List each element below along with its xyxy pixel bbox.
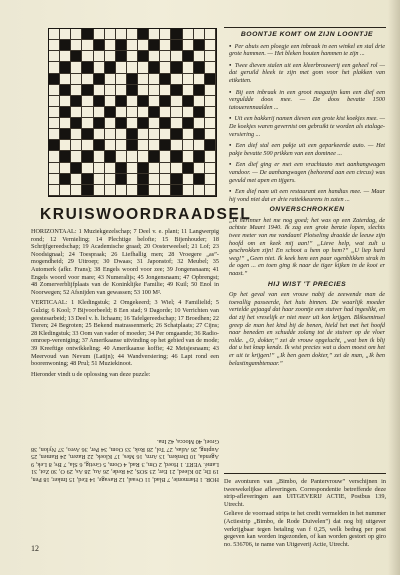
crossword-black-cell	[138, 174, 149, 185]
crossword-black-cell	[160, 96, 171, 107]
anecdote-item: ● Twee dieven stalen uit een kleerbrouwerij een geheel rol — dat geruild bleek te zijn met gom voor het plakken van etiketten.	[229, 61, 385, 85]
crossword-white-cell	[149, 129, 160, 140]
crossword-black-cell	[171, 62, 182, 73]
crossword-white-cell	[183, 174, 194, 185]
crossword-white-cell	[60, 29, 71, 40]
clues-column	[31, 228, 219, 381]
crossword-white-cell	[205, 107, 216, 118]
crossword-black-cell	[82, 62, 93, 73]
crossword-white-cell	[149, 163, 160, 174]
crossword-white-cell	[105, 163, 116, 174]
crossword-white-cell	[105, 74, 116, 85]
crossword-white-cell	[149, 29, 160, 40]
crossword-black-cell	[205, 74, 216, 85]
crossword-white-cell	[71, 62, 82, 73]
crossword-white-cell	[60, 51, 71, 62]
crossword-white-cell	[138, 151, 149, 162]
crossword-white-cell	[183, 140, 194, 151]
crossword-white-cell	[205, 62, 216, 73]
anecdote-item: ● Een dief nam uit een restaurant een handtas mee. — Maar hij vond niet dat er drie rattekkeurens in zaten ...	[229, 187, 385, 203]
crossword-white-cell	[82, 40, 93, 51]
crossword-black-cell	[71, 51, 82, 62]
crossword-black-cell	[94, 140, 105, 151]
crossword-white-cell	[71, 151, 82, 162]
crossword-white-cell	[105, 51, 116, 62]
crossword-white-cell	[82, 107, 93, 118]
crossword-white-cell	[149, 174, 160, 185]
crossword-white-cell	[94, 163, 105, 174]
crossword-black-cell	[194, 151, 205, 162]
crossword-white-cell	[105, 129, 116, 140]
crossword-white-cell	[171, 107, 182, 118]
crossword-white-cell	[194, 118, 205, 129]
crossword-white-cell	[171, 74, 182, 85]
crossword-white-cell	[171, 140, 182, 151]
crossword-black-cell	[160, 118, 171, 129]
anecdote-item: ● Een dief ging er met een vrachtauto met aanhangwagen vandoor. — De aanhangwagen (behorend aan een circus) was gevuld met apen en tijgers.	[229, 160, 385, 184]
crossword-black-cell	[94, 96, 105, 107]
crossword-black-cell	[71, 96, 82, 107]
crossword-white-cell	[183, 74, 194, 85]
crossword-black-cell	[138, 185, 149, 196]
crossword-white-cell	[127, 51, 138, 62]
crossword-black-cell	[194, 62, 205, 73]
crossword-white-cell	[71, 74, 82, 85]
crossword-white-cell	[60, 96, 71, 107]
crossword-white-cell	[116, 62, 127, 73]
crossword-white-cell	[194, 29, 205, 40]
crossword-black-cell	[94, 118, 105, 129]
crossword-black-cell	[171, 40, 182, 51]
crossword-white-cell	[105, 140, 116, 151]
crossword-white-cell	[160, 185, 171, 196]
crossword-grid	[48, 28, 217, 197]
crossword-white-cell	[183, 185, 194, 196]
crossword-white-cell	[49, 62, 60, 73]
crossword-black-cell	[71, 163, 82, 174]
crossword-white-cell	[49, 151, 60, 162]
crossword-white-cell	[127, 40, 138, 51]
crossword-white-cell	[149, 140, 160, 151]
crossword-black-cell	[82, 129, 93, 140]
crossword-white-cell	[171, 96, 182, 107]
crossword-black-cell	[149, 62, 160, 73]
crossword-white-cell	[71, 107, 82, 118]
crossword-white-cell	[49, 163, 60, 174]
publisher-notice	[224, 473, 386, 550]
crossword-white-cell	[94, 85, 105, 96]
crossword-white-cell	[194, 74, 205, 85]
crossword-black-cell	[49, 140, 60, 151]
crossword-white-cell	[205, 151, 216, 162]
crossword-white-cell	[205, 29, 216, 40]
story-onverschrokken: „Ik herinner het me nog goed; het was op een Zaterdag, de achtste Maart 1940. Ik zag een grote benzie lopen, slechts twee meter van me vandaan! Plotseling draaide de leeuw zijn hoofd om en keek mij aan!” „Lieve help, wat zult u geschrokken zijn! En schoot u hem op hem?” „U liep hard weg!” „Geen niet. Ik keek hem een paar ogenblikken strak in de ogen ... en toen ging ik naar de tiger kijken in de kooi er naast.”	[229, 216, 385, 278]
crossword-white-cell	[116, 140, 127, 151]
crossword-white-cell	[105, 40, 116, 51]
crossword-black-cell	[171, 29, 182, 40]
crossword-white-cell	[105, 118, 116, 129]
crossword-white-cell	[138, 62, 149, 73]
crossword-white-cell	[116, 151, 127, 162]
crossword-white-cell	[94, 174, 105, 185]
crossword-white-cell	[138, 140, 149, 151]
anecdote-item: ● Per abuis een ploegje een inbraak in een winkel en stal drie grote hammen. — Het bleken houten hammen te zijn ...	[229, 42, 385, 58]
crossword-white-cell	[116, 129, 127, 140]
crossword-black-cell	[183, 96, 194, 107]
crossword-white-cell	[94, 51, 105, 62]
anecdotes-column	[229, 31, 385, 370]
crossword-white-cell	[149, 85, 160, 96]
crossword-white-cell	[49, 85, 60, 96]
heading-boontje: BOONTJE KOMT OM ZIJN LOONTJE	[240, 31, 374, 38]
crossword-white-cell	[49, 96, 60, 107]
crossword-black-cell	[49, 74, 60, 85]
crossword-white-cell	[149, 118, 160, 129]
crossword-white-cell	[160, 129, 171, 140]
crossword-white-cell	[205, 129, 216, 140]
crossword-black-cell	[149, 40, 160, 51]
crossword-white-cell	[183, 129, 194, 140]
crossword-white-cell	[60, 140, 71, 151]
crossword-black-cell	[194, 129, 205, 140]
crossword-black-cell	[138, 29, 149, 40]
crossword-white-cell	[127, 118, 138, 129]
crossword-white-cell	[194, 96, 205, 107]
crossword-white-cell	[49, 107, 60, 118]
crossword-white-cell	[138, 74, 149, 85]
crossword-white-cell	[205, 96, 216, 107]
crossword-white-cell	[82, 96, 93, 107]
crossword-white-cell	[149, 96, 160, 107]
crossword-white-cell	[71, 129, 82, 140]
crossword-black-cell	[82, 85, 93, 96]
crossword-black-cell	[71, 118, 82, 129]
clues-vertical: VERTICAAL: 1 Kledingstuk; 2 Omgekeerd; 3 Wiel; 4 Familielid; 5 Gulzig; 6 Kool; 7 Bijvoorbeeld; 8 Een stad; 9 Dagorde; 10 Verrichten van geestesarbeid; 13 Deel v. h. lichaam; 16 Tafelgereedschap; 17 Broedhen; 22 Tieren; 24 Begroten; 25 Bekend matrassenmerk; 26 Schatplaats; 27 Cijns; 28 Kledingstuk; 33 Oom van vader of moeder; 34 Per omgaande; 36 Radio-omroep-vereniging; 37 Amerikaanse uitvinding op het gebied van de mode; 39 Kreeftige ontwikkeling; 40 Amerikaanse koffie; 42 Meisjesnaam; 43 Meervoud van Nevum (Latijn); 44 Wandversiering; 46 Lapt rond een boorenwoning; 48 Prul; 51 Muziekinoot.	[31, 299, 219, 368]
crossword-black-cell	[194, 107, 205, 118]
crossword-black-cell	[116, 51, 127, 62]
crossword-white-cell	[127, 96, 138, 107]
crossword-white-cell	[160, 29, 171, 40]
crossword-black-cell	[183, 51, 194, 62]
crossword-black-cell	[171, 174, 182, 185]
crossword-white-cell	[127, 163, 138, 174]
crossword-white-cell	[160, 40, 171, 51]
crossword-white-cell	[205, 174, 216, 185]
crossword-white-cell	[71, 140, 82, 151]
crossword-white-cell	[71, 174, 82, 185]
crossword-black-cell	[194, 85, 205, 96]
crossword-white-cell	[127, 174, 138, 185]
crossword-white-cell	[82, 163, 93, 174]
crossword-white-cell	[49, 51, 60, 62]
crossword-white-cell	[160, 151, 171, 162]
crossword-white-cell	[171, 51, 182, 62]
crossword-white-cell	[171, 118, 182, 129]
crossword-white-cell	[49, 174, 60, 185]
crossword-white-cell	[116, 85, 127, 96]
crossword-black-cell	[138, 96, 149, 107]
crossword-white-cell	[194, 185, 205, 196]
crossword-black-cell	[116, 118, 127, 129]
crossword-white-cell	[49, 185, 60, 196]
heading-onverschrokken: ONVERSCHROKKEN	[269, 206, 345, 214]
crossword-white-cell	[116, 29, 127, 40]
crossword-black-cell	[60, 85, 71, 96]
crossword-white-cell	[94, 185, 105, 196]
notice-paragraph-1: De avonturen van „Bimbo, de Pantervrouw” verschijnen in tweewekelijkse afleveringen. Correspondentie betreffende deze strip-afleveringen aan UITGEVERIJ ACTIE, Postbus 139, Utrecht.	[224, 478, 386, 508]
crossword-white-cell	[205, 85, 216, 96]
crossword-white-cell	[94, 62, 105, 73]
crossword-white-cell	[194, 140, 205, 151]
crossword-white-cell	[116, 185, 127, 196]
crossword-white-cell	[149, 51, 160, 62]
crossword-black-cell	[149, 107, 160, 118]
crossword-black-cell	[127, 140, 138, 151]
crossword-black-cell	[138, 118, 149, 129]
anecdote-list	[229, 42, 385, 204]
crossword-white-cell	[82, 118, 93, 129]
crossword-black-cell	[94, 74, 105, 85]
heading-precies: HIJ WIST 'T PRECIES	[267, 280, 347, 288]
crossword-white-cell	[149, 74, 160, 85]
crossword-black-cell	[127, 85, 138, 96]
crossword-black-cell	[82, 29, 93, 40]
crossword-black-cell	[116, 174, 127, 185]
crossword-white-cell	[60, 74, 71, 85]
crossword-black-cell	[149, 151, 160, 162]
crossword-black-cell	[160, 140, 171, 151]
crossword-white-cell	[160, 174, 171, 185]
crossword-black-cell	[60, 40, 71, 51]
crossword-black-cell	[82, 185, 93, 196]
crossword-black-cell	[183, 118, 194, 129]
crossword-black-cell	[138, 163, 149, 174]
crossword-white-cell	[183, 85, 194, 96]
crossword-black-cell	[105, 107, 116, 118]
crossword-black-cell	[105, 151, 116, 162]
crossword-white-cell	[94, 29, 105, 40]
crossword-white-cell	[60, 118, 71, 129]
crossword-white-cell	[71, 40, 82, 51]
crossword-white-cell	[160, 85, 171, 96]
crossword-white-cell	[94, 129, 105, 140]
crossword-white-cell	[205, 185, 216, 196]
crossword-black-cell	[127, 74, 138, 85]
crossword-white-cell	[127, 107, 138, 118]
crossword-black-cell	[171, 85, 182, 96]
crossword-white-cell	[194, 163, 205, 174]
crossword-white-cell	[82, 140, 93, 151]
page-number: 12	[31, 544, 39, 553]
crossword-white-cell	[49, 129, 60, 140]
crossword-white-cell	[160, 62, 171, 73]
crossword-white-cell	[127, 185, 138, 196]
crossword-white-cell	[127, 151, 138, 162]
crossword-white-cell	[205, 51, 216, 62]
crossword-white-cell	[160, 51, 171, 62]
solution-inverted: HOR. 1 Harmonie, 7 Blad, 11 Ovaal, 12 Ravage, 14 Eed, 15 Imker, 18 Pen, 19 Dr, 20 Kleed, 21 Eer, 23 SOS, 24 Rede, 26 Au, 28 As, 29 O, 30 Zot, 31 Lamé. VERT. 1 Hoed, 2 Om, 3 Rad, 4 Oom, 5 Gretig, 6 Sla, 7 Bv, 8 Lek, 9 Agenda, 10 Denken, 13 Arm, 16 Mes, 17 Kloek, 22 Razen, 24 Ramen, 25 Auping, 26 Atlas, 27 Tol, 28 Rok, 33 Oom, 34 Per, 36 Avro, 37 Nylon, 38 Groei, 40 Mocca, 42 Ina.	[31, 438, 219, 483]
crossword-white-cell	[116, 74, 127, 85]
crossword-white-cell	[105, 185, 116, 196]
crossword-white-cell	[127, 62, 138, 73]
crossword-black-cell	[183, 163, 194, 174]
crossword-white-cell	[71, 185, 82, 196]
crossword-black-cell	[60, 151, 71, 162]
crossword-white-cell	[60, 185, 71, 196]
crossword-white-cell	[94, 107, 105, 118]
crossword-white-cell	[105, 96, 116, 107]
crossword-white-cell	[71, 85, 82, 96]
crossword-white-cell	[138, 85, 149, 96]
crossword-white-cell	[105, 29, 116, 40]
crossword-black-cell	[60, 129, 71, 140]
crossword-black-cell	[138, 51, 149, 62]
crossword-white-cell	[183, 40, 194, 51]
crossword-white-cell	[149, 185, 160, 196]
anecdote-item: ● Bij een inbraak in een groot magazijn kam een dief een verguldde doos mee. — De doos bevatte 1500 tatouerennaalden ...	[229, 88, 385, 112]
anecdote-item: ● Een dief stal een pakje uit een geparkeerde auto. — Het pakje bevatte 500 prikken van een dominee ...	[229, 141, 385, 157]
crossword-white-cell	[49, 40, 60, 51]
crossword-white-cell	[82, 74, 93, 85]
crossword-white-cell	[138, 129, 149, 140]
crossword-black-cell	[171, 185, 182, 196]
crossword-white-cell	[49, 118, 60, 129]
crossword-white-cell	[116, 107, 127, 118]
crossword-black-cell	[82, 151, 93, 162]
crossword-white-cell	[205, 118, 216, 129]
crossword-black-cell	[60, 62, 71, 73]
crossword-black-cell	[205, 140, 216, 151]
crossword-black-cell	[60, 107, 71, 118]
crossword-white-cell	[160, 107, 171, 118]
crossword-white-cell	[71, 29, 82, 40]
crossword-black-cell	[127, 129, 138, 140]
crossword-title: KRUISWOORDRAADSEL	[40, 206, 252, 223]
crossword-black-cell	[116, 163, 127, 174]
crossword-white-cell	[183, 29, 194, 40]
crossword-black-cell	[116, 96, 127, 107]
crossword-black-cell	[194, 174, 205, 185]
crossword-white-cell	[160, 163, 171, 174]
crossword-black-cell	[194, 40, 205, 51]
crossword-white-cell	[205, 163, 216, 174]
crossword-black-cell	[82, 174, 93, 185]
crossword-white-cell	[105, 174, 116, 185]
crossword-white-cell	[138, 40, 149, 51]
crossword-white-cell	[49, 29, 60, 40]
anecdote-item: ● Uit een bakkerij namen dieven een grote kist koekjes mee. — De koekjes waren gevernist om gebruikt te worden als etalage-versiering ...	[229, 114, 385, 138]
crossword-white-cell	[205, 40, 216, 51]
crossword-white-cell	[127, 29, 138, 40]
crossword-black-cell	[60, 174, 71, 185]
crossword-white-cell	[105, 85, 116, 96]
notice-paragraph-2: Gelieve de voorraad strips te het credit vermelden in het nummer (Actiestrip „Bimbo, de Rode Duivelen”) dat nog bij uitgever verkrijgbaar tegen betaling van f 0,25, welk bedrag per post gegeven kan worden ingezonden, of kan worden gestort op giro no. 536706, te name van Uitgeverij Actie, Utrecht.	[224, 510, 386, 548]
crossword-black-cell	[171, 129, 182, 140]
crossword-white-cell	[60, 163, 71, 174]
crossword-white-cell	[138, 107, 149, 118]
crossword-black-cell	[94, 40, 105, 51]
story-precies: Op het geval van een vrouw nabij de zeewende man de toevallig passeerde, het huis binnen. De waarlijk moeder vertelde gejaagd dat haar zoontje een stuiver had ingeslikt, en dat zij het vreselijk er niet meer uit kon krijgen. Blikseminsel greep de man het kind bij de benen, hield het met het hoofd naar beneden en schudde zolang tot de stuiver op de vloer rolde. „O, dokter,” zei de vrouw opgelucht, „wat ben ik blij dat u het knap kende. Ik wist precies wat u doen moest om het er uit te krijgen!” „Ik ben geen dokter,” zei de man, „Ik ben belastingambtenaar.”	[229, 291, 385, 367]
crossword-black-cell	[105, 62, 116, 73]
crossword-white-cell	[183, 107, 194, 118]
crossword-white-cell	[194, 51, 205, 62]
crossword-black-cell	[116, 40, 127, 51]
crossword-black-cell	[160, 74, 171, 85]
crossword-white-cell	[94, 151, 105, 162]
solution-intro: Hieronder vindt u de oplossing van deze puzzle:	[31, 370, 151, 378]
crossword-white-cell	[183, 151, 194, 162]
crossword-white-cell	[171, 163, 182, 174]
crossword-black-cell	[171, 151, 182, 162]
column-divider	[224, 27, 386, 28]
clues-horizontal: HORIZONTAAL: 1 Muziekgezelschap; 7 Deel v. e. plant; 11 Langwerpig rond; 12 Vernieling; 14 Plechtige belofte; 15 Bijenhouder; 18 Schrijfgereedschap; 19 Academische graad; 20 Oosterweelsel; 21 Lof; 23 Noodsignaal; 24 Toespraak; 26 Liefhallig men; 28 Vroegere „as”-mogendheid; 29 Uitroep; 30 Dwaas; 31 Japonstof; 32 Meubel; 35 Automerk (afkr. Frans); 38 Engels woord voor zee; 39 Jongensnaam; 41 Engels woord voor mare; 43 Numeralijs; 45 Jongensnaam; 47 Opbrengst; 48 Zomerverblijfplaats van de Koninklijke Familie; 49 Kuil; 50 Enol in Noorwegen; 52 Afsnijden van gewassen; 53 100 M².	[31, 228, 219, 296]
crossword-white-cell	[183, 62, 194, 73]
crossword-white-cell	[82, 51, 93, 62]
